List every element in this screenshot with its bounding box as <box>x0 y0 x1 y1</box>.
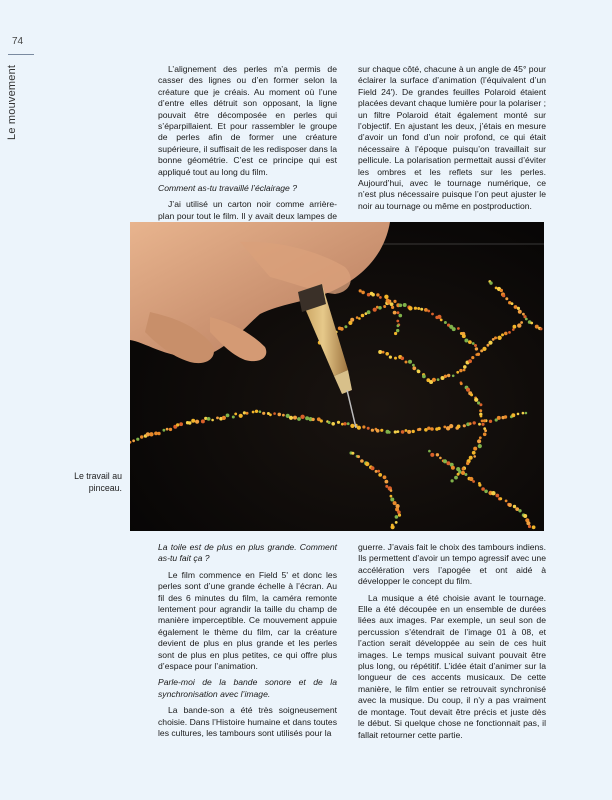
bead <box>300 415 304 419</box>
bead <box>358 317 361 320</box>
bead <box>473 447 477 451</box>
bead <box>357 426 361 430</box>
paragraph: sur chaque côté, chacune à un angle de 45° pour éclairer la surface d’animation (l’équivalent d’un Field 24'). De grandes feuilles Polaroid étaient placées devant chaque lumière pour la polariser ; un filtre Polaroid était également monté sur l’objectif. En ajustant les deux, j’étais en mesure d’avoir un fond d’un noir profond, ce qui était nécessaire à l’époque puisqu’on travaillait sur pellicule. La polarisation permettait aussi d’éviter les ombres et les reflets sur les perles. Aujourd’hui, avec le tournage numérique, ce n’est plus nécessaire puisque l’on peut ajuster le noir au tournage ou même en postproduction. <box>358 64 546 211</box>
bead <box>437 315 441 319</box>
bead <box>478 484 481 487</box>
bead <box>397 311 400 314</box>
bead <box>191 419 195 423</box>
question: Parle-moi de la bande sonore et de la synchronisation avec l’image. <box>158 677 337 699</box>
bead <box>479 436 482 439</box>
bead <box>532 525 536 529</box>
bead <box>343 422 346 425</box>
bead <box>497 336 501 340</box>
bead <box>396 320 399 323</box>
bead <box>508 503 512 507</box>
bead <box>207 417 211 421</box>
bead <box>508 331 511 334</box>
photo-caption: Le travail au pinceau. <box>74 471 122 493</box>
bead <box>454 476 458 480</box>
bead <box>397 324 400 327</box>
bead <box>390 489 393 492</box>
column-bottom-right <box>358 542 546 746</box>
bead <box>216 417 219 420</box>
bead <box>473 455 476 458</box>
bead <box>373 308 377 312</box>
bead <box>340 327 344 331</box>
bead <box>525 412 528 415</box>
question: Comment as-tu travaillé l’éclairage ? <box>158 183 297 194</box>
page-number: 74 <box>12 36 24 47</box>
bead <box>405 429 408 432</box>
bead <box>473 421 476 424</box>
bead <box>273 412 276 415</box>
bead <box>505 500 508 503</box>
bead <box>357 455 360 458</box>
bead <box>489 281 492 284</box>
bead <box>472 451 476 455</box>
bead <box>518 310 522 314</box>
bead <box>497 416 501 420</box>
bead <box>384 295 388 299</box>
bead <box>452 375 455 378</box>
bead <box>399 314 403 318</box>
bead <box>394 332 397 335</box>
bead <box>179 422 183 426</box>
bead <box>466 388 470 392</box>
bead <box>361 314 365 318</box>
bead <box>344 325 347 328</box>
bead <box>397 430 400 433</box>
bead <box>169 428 172 431</box>
bead <box>412 430 415 433</box>
bead <box>452 327 456 331</box>
bead <box>390 302 394 306</box>
bead <box>163 429 166 432</box>
bead <box>379 296 382 299</box>
bead <box>395 515 399 519</box>
bead <box>483 433 487 437</box>
question: La toile est de plus en plus grande. Comment as-tu fait ça ? <box>158 542 337 564</box>
bead <box>530 322 533 325</box>
bead <box>457 327 460 330</box>
bead <box>195 420 199 424</box>
bead <box>378 473 382 477</box>
bead <box>320 419 323 422</box>
bead <box>246 412 249 415</box>
bead <box>528 525 531 528</box>
bead <box>305 416 309 420</box>
paragraph: L’alignement des perles m’a permis de casser des lignes ou d’en former selon la créature que je créais. Au moment où l’une d’entre elles détruit son opposant, la ligne pouvait être décomposée en perles qui s’éparpillaient. Et pour rassembler le groupe de perles afin de former une créature supérieure, il suffisait de les redisposer dans la bonne géométrie. C’est ce principe qui est appliqué tout au long du film. <box>158 64 337 177</box>
bead <box>385 352 389 356</box>
bead <box>188 421 191 424</box>
bead <box>456 371 459 374</box>
bead <box>408 360 412 364</box>
column-bottom-left <box>158 542 337 745</box>
bead <box>417 370 421 374</box>
bead <box>293 416 297 420</box>
bead <box>518 509 521 512</box>
photo-illustration <box>130 222 544 531</box>
bead <box>331 422 335 426</box>
bead <box>437 378 440 381</box>
bead <box>371 293 375 297</box>
bead <box>487 344 490 347</box>
bead <box>499 497 502 500</box>
bead <box>479 403 482 406</box>
bead <box>483 419 486 422</box>
bead <box>378 306 382 310</box>
bead <box>255 410 258 413</box>
paragraph: J’ai utilisé un carton noir comme arrière-plan pour tout le film. Il y avait deux lampes de <box>158 199 337 221</box>
bead <box>166 428 169 431</box>
bead <box>462 334 466 338</box>
bead <box>311 418 314 421</box>
bead <box>494 336 497 339</box>
bead <box>399 304 403 308</box>
bead <box>460 382 463 385</box>
bead <box>376 429 380 433</box>
bead <box>393 311 397 315</box>
bead <box>385 480 389 484</box>
bead <box>243 411 246 414</box>
bead <box>427 310 430 313</box>
bead <box>464 339 468 343</box>
bead <box>440 319 443 322</box>
bead <box>412 366 416 370</box>
bead <box>252 411 255 414</box>
bead <box>517 323 521 327</box>
bead <box>477 439 481 443</box>
bead <box>417 307 420 310</box>
bead <box>234 413 237 416</box>
bead <box>501 333 504 336</box>
bead <box>367 427 370 430</box>
bead <box>526 521 530 525</box>
bead <box>443 426 446 429</box>
bead <box>504 415 507 418</box>
bead <box>282 414 285 417</box>
bead <box>436 453 439 456</box>
bead <box>398 514 401 517</box>
bead <box>479 409 482 412</box>
paragraph: Le film commence en Field 5' et donc les perles sont d’une grande échelle à l’écran. Au fil des 6 minutes du film, la caméra remonte lentement pour agrandir la taille du champ de manière imperceptible. Ce mouvement appuie également le thème du film, car la créature devient de plus en plus grande et les perles sont de plus en plus petites, ce qui offre plus d’espace pour l’animation. <box>158 569 337 672</box>
bead <box>367 310 371 314</box>
bead <box>232 416 235 419</box>
bead <box>328 421 331 424</box>
bead <box>511 413 515 417</box>
bead <box>380 429 383 432</box>
bead <box>389 356 392 359</box>
bead <box>459 369 462 372</box>
bead <box>422 375 426 379</box>
bead <box>439 457 442 460</box>
bead <box>484 490 488 494</box>
bead <box>495 494 499 498</box>
paragraph: La musique a été choisie avant le tournage. Elle a été découpée en un ensemble de durées liées aux images. Par exemple, un seul son de percussion s’étendrait de l’image 01 à 08, et l’action serait développée au sein de ces huit images. Le temps musical suivant pouvait être plus long, ou répétitif. L’idée était d’animer sur la longueur de ces accents musicaux. De cette manière, le film entier se retrouvait synchronisé avec la musique. Du coup, il n’y a pas vraiment de montage. Tout devait être précis et juste dès le début. Si quelque chose ne fonctionnait pas, il fallait retourner cette partie. <box>358 592 546 740</box>
bead <box>488 341 492 345</box>
bead <box>136 438 139 441</box>
bead <box>391 306 394 309</box>
bead <box>504 332 508 336</box>
bead <box>428 450 431 453</box>
bead <box>377 470 380 473</box>
bead <box>525 318 528 321</box>
bead <box>259 410 262 413</box>
bead <box>432 378 436 382</box>
bead <box>484 429 487 432</box>
bead <box>140 435 143 438</box>
bead <box>463 369 466 372</box>
bead <box>360 459 364 463</box>
bead <box>405 361 408 364</box>
bead <box>337 421 340 424</box>
bead <box>356 316 359 319</box>
bead <box>482 347 486 351</box>
bead <box>459 470 462 473</box>
section-title: Le mouvement <box>6 64 18 140</box>
bead <box>477 353 480 356</box>
bead <box>474 398 478 402</box>
bead <box>350 424 354 428</box>
bead <box>401 357 405 361</box>
bead <box>500 289 503 292</box>
bead <box>383 305 386 308</box>
bead <box>132 439 135 442</box>
bead <box>540 327 543 330</box>
bead <box>269 413 272 416</box>
bead <box>278 413 282 417</box>
bead <box>502 294 505 297</box>
bead <box>449 424 453 428</box>
bead <box>390 498 394 502</box>
bead <box>444 321 447 324</box>
bead <box>347 422 350 425</box>
bead <box>481 487 485 491</box>
bead <box>201 419 205 423</box>
bead <box>394 430 397 433</box>
bead <box>149 432 153 436</box>
bead <box>388 431 391 434</box>
bead <box>222 416 226 420</box>
bead <box>424 308 428 312</box>
bead <box>451 466 455 470</box>
bead <box>395 521 398 524</box>
bead <box>472 480 475 483</box>
bead <box>407 430 411 434</box>
column-top-right <box>358 64 546 217</box>
bead <box>512 328 515 331</box>
bead <box>522 313 525 316</box>
bead <box>468 340 472 344</box>
bead <box>475 347 478 350</box>
bead <box>157 432 160 435</box>
bead <box>470 393 473 396</box>
bead <box>396 329 399 332</box>
bead <box>491 491 495 495</box>
bead <box>464 473 467 476</box>
bead <box>397 510 401 514</box>
bead <box>390 495 393 498</box>
bead <box>472 342 475 345</box>
bead <box>430 453 434 457</box>
bead <box>378 350 382 354</box>
paragraph: La bande-son a été très soigneusement choisie. Dans l’Histoire humaine et dans toutes les cultures, les tambours sont utilisés pour la <box>158 705 337 739</box>
bead <box>466 462 469 465</box>
bead <box>382 351 385 354</box>
bead <box>511 302 514 305</box>
bead <box>350 318 354 322</box>
bead <box>383 475 387 479</box>
bead <box>262 412 265 415</box>
bead <box>469 456 473 460</box>
bead <box>239 414 243 418</box>
bead <box>393 300 396 303</box>
bead <box>447 374 450 377</box>
bead <box>523 514 527 518</box>
bead <box>418 428 421 431</box>
bead <box>391 525 395 529</box>
bead <box>289 416 293 420</box>
bead <box>401 430 405 434</box>
bead <box>463 424 466 427</box>
bead <box>457 473 460 476</box>
bead <box>427 427 430 430</box>
bead <box>478 444 482 448</box>
bead <box>468 359 472 363</box>
bead <box>414 307 417 310</box>
bead <box>513 325 517 329</box>
bead <box>371 466 375 470</box>
bead <box>451 479 454 482</box>
bead <box>469 422 472 425</box>
bead <box>403 303 407 307</box>
bead <box>431 313 434 316</box>
bead <box>444 375 447 378</box>
bead <box>365 462 369 466</box>
bead <box>471 356 474 359</box>
bead <box>362 425 365 428</box>
bead <box>481 423 484 426</box>
bead <box>297 417 301 421</box>
bead <box>420 308 423 311</box>
bead <box>412 364 415 367</box>
bead <box>351 452 354 455</box>
bead <box>489 420 492 423</box>
bead <box>393 501 397 505</box>
bead <box>478 423 481 426</box>
bead <box>226 414 230 418</box>
bead <box>517 307 520 310</box>
bead <box>457 425 461 429</box>
bead <box>474 344 477 347</box>
bead <box>480 415 483 418</box>
bead-painting-photo <box>130 222 544 531</box>
bead <box>359 289 362 292</box>
bead <box>430 427 434 431</box>
bead <box>513 505 516 508</box>
bead <box>371 429 374 432</box>
bead <box>463 365 467 369</box>
column-top-left <box>158 64 337 239</box>
bead <box>361 291 365 295</box>
bead <box>408 306 412 310</box>
bead <box>375 470 378 473</box>
bead <box>394 357 397 360</box>
bead <box>376 293 379 296</box>
bead <box>505 297 508 300</box>
bead <box>520 321 523 324</box>
paragraph: guerre. J’avais fait le choix des tambours indiens. Ils permettent d’avoir un tempo agressif avec une accélération vers l’apogée et ont aidé à développer le concept du film. <box>358 542 546 587</box>
bead <box>517 413 520 416</box>
bead <box>437 427 440 430</box>
bead <box>462 467 465 470</box>
bead <box>522 412 525 415</box>
bead <box>211 419 214 422</box>
bead <box>176 423 179 426</box>
